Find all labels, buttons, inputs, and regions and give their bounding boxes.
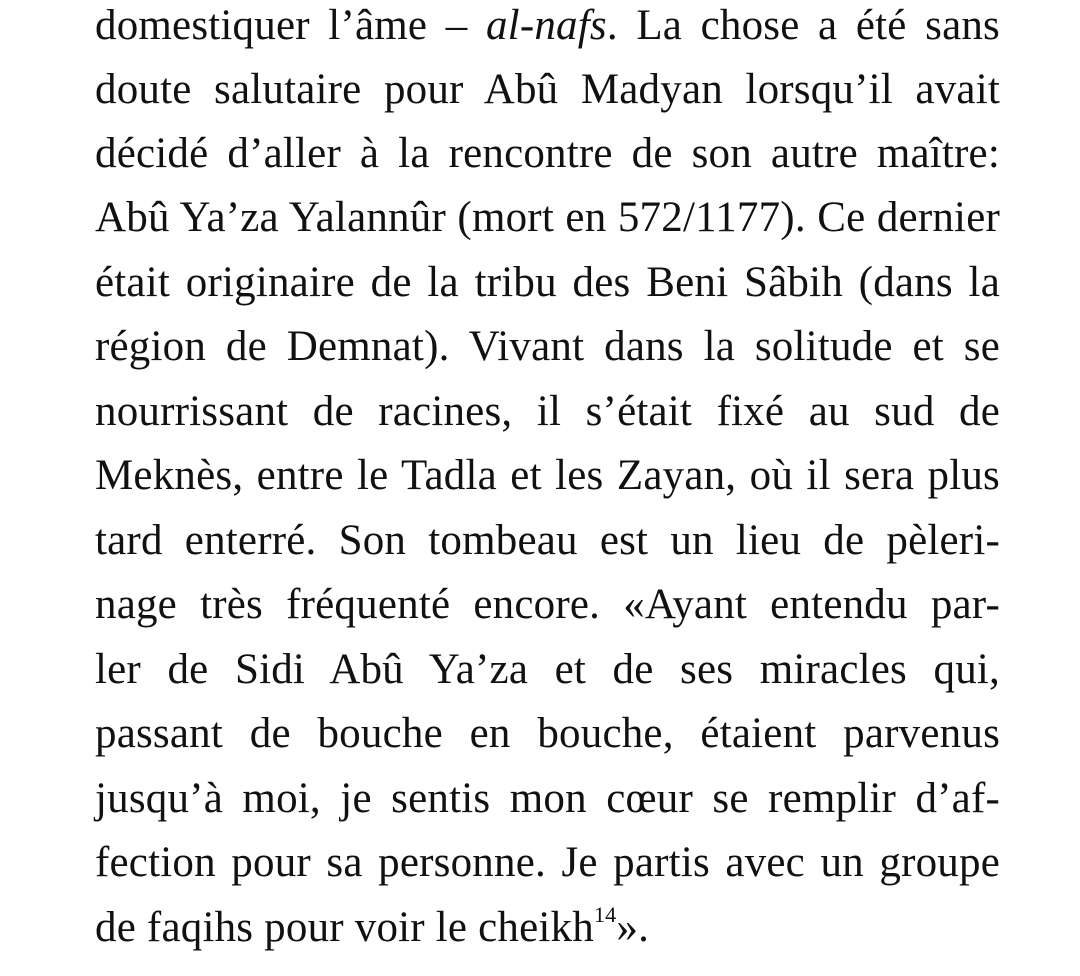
- text-line: Meknès, entre le Tadla et les Zayan, où il sera plus: [95, 452, 1000, 499]
- text-line: de faqihs pour voir le cheikh$^{14}$».: [95, 901, 650, 951]
- text-line: jusqu’à moi, je sentis mon cœur se remplir d’af-: [95, 775, 1000, 822]
- footnote-marker: 14: [593, 901, 617, 927]
- text-line: décidé d’aller à la rencontre de son autre maître:: [95, 130, 1000, 177]
- text-line: ler de Sidi Abû Ya’za et de ses miracles qui,: [95, 646, 1000, 693]
- text-line: doute salutaire pour Abû Madyan lorsqu’il avait: [95, 66, 1000, 113]
- text-line: fection pour sa personne. Je partis avec un groupe: [95, 839, 1000, 886]
- text-line: passant de bouche en bouche, étaient parvenus: [95, 710, 1000, 757]
- text-line: nourrissant de racines, il s’était fixé au sud de: [95, 388, 1000, 435]
- text-line: nage très fréquenté encore. «Ayant entendu par-: [95, 581, 1000, 628]
- text-line: tard enterré. Son tombeau est un lieu de pèleri-: [95, 517, 1000, 564]
- text-line: domestiquer l’âme – al-nafs. La chose a été sans: [95, 2, 1000, 49]
- text-line: était originaire de la tribu des Beni Sâbih (dans la: [95, 259, 1000, 306]
- text-line: Abû Ya’za Yalannûr (mort en 572/1177). Ce dernier: [95, 194, 1000, 241]
- text-line: région de Demnat). Vivant dans la solitude et se: [95, 323, 1000, 370]
- italic-term: al-nafs: [485, 2, 607, 49]
